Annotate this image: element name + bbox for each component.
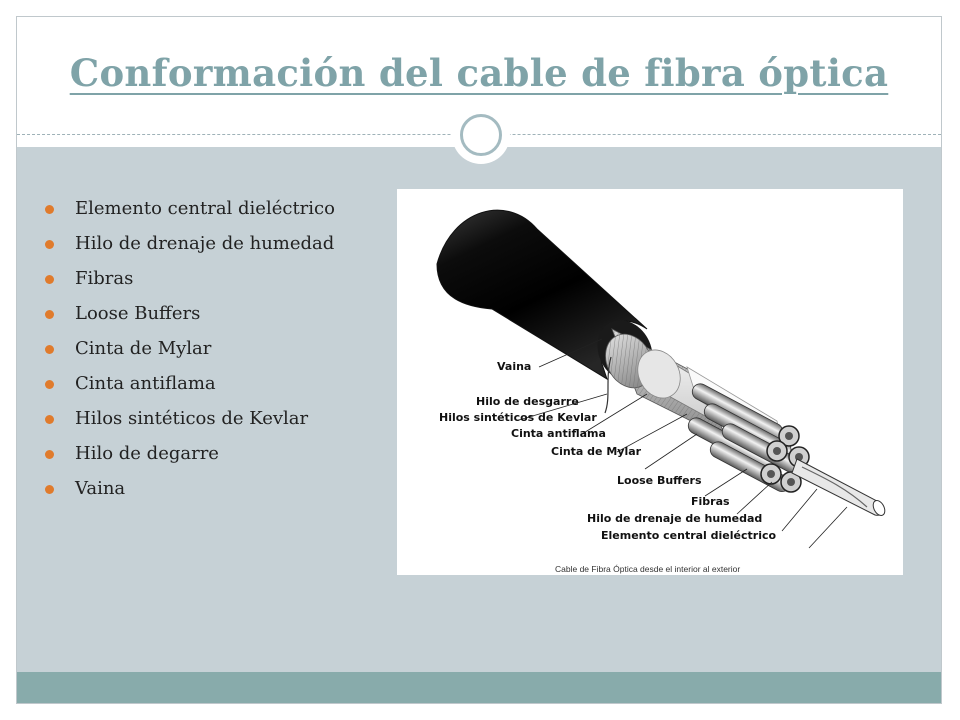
cable-diagram-figure: [397, 189, 903, 575]
label-kevlar: Hilos sintéticos de Kevlar: [439, 411, 597, 424]
bullet-dot-icon: [45, 380, 54, 389]
bullet-dot-icon: [45, 345, 54, 354]
list-item: [45, 440, 375, 467]
label-antiflama: Cinta antiflama: [511, 427, 606, 440]
list-item: [45, 265, 375, 292]
label-loose-buffers: Loose Buffers: [617, 474, 702, 487]
bullet-dot-icon: [45, 415, 54, 424]
list-item-text: Loose Buffers: [75, 303, 201, 324]
list-item: [45, 335, 375, 362]
list-item: [45, 195, 375, 222]
list-item: [45, 230, 375, 257]
bullet-list: [45, 195, 375, 510]
loose-buffer-tubes: [685, 381, 809, 494]
bullet-dot-icon: [45, 485, 54, 494]
bullet-dot-icon: [45, 240, 54, 249]
cable-diagram: [397, 189, 903, 575]
list-item-text: Hilo de degarre: [75, 443, 219, 464]
slide-frame: [16, 16, 942, 704]
list-item-text: Vaina: [75, 478, 126, 499]
footer-band: [17, 672, 941, 704]
list-item: [45, 475, 375, 502]
label-mylar: Cinta de Mylar: [551, 445, 642, 458]
bullet-dot-icon: [45, 205, 54, 214]
list-item: [45, 300, 375, 327]
list-item-text: Cinta de Mylar: [75, 338, 212, 359]
list-item-text: Cinta antiflama: [75, 373, 216, 394]
list-item: [45, 405, 375, 432]
list-item-text: Hilo de drenaje de humedad: [75, 233, 335, 254]
decorative-ring-icon: [452, 106, 510, 164]
label-drenaje: Hilo de drenaje de humedad: [587, 512, 763, 525]
label-fibras: Fibras: [691, 495, 730, 508]
label-vaina: Vaina: [497, 360, 532, 373]
ring-inner: [460, 114, 502, 156]
label-hilo-desgarre: Hilo de desgarre: [476, 395, 579, 408]
bullet-dot-icon: [45, 310, 54, 319]
figure-caption: Cable de Fibra Óptica desde el interior al exterior: [555, 564, 741, 574]
bullet-dot-icon: [45, 450, 54, 459]
label-central: Elemento central dieléctrico: [601, 529, 777, 542]
slide-title: Conformación del cable de fibra óptica: [69, 51, 889, 95]
list-item-text: Hilos sintéticos de Kevlar: [75, 408, 309, 429]
list-item-text: Elemento central dieléctrico: [75, 198, 335, 219]
list-item-text: Fibras: [75, 268, 134, 289]
bullet-dot-icon: [45, 275, 54, 284]
list-item: [45, 370, 375, 397]
central-element-shape: [792, 459, 887, 517]
